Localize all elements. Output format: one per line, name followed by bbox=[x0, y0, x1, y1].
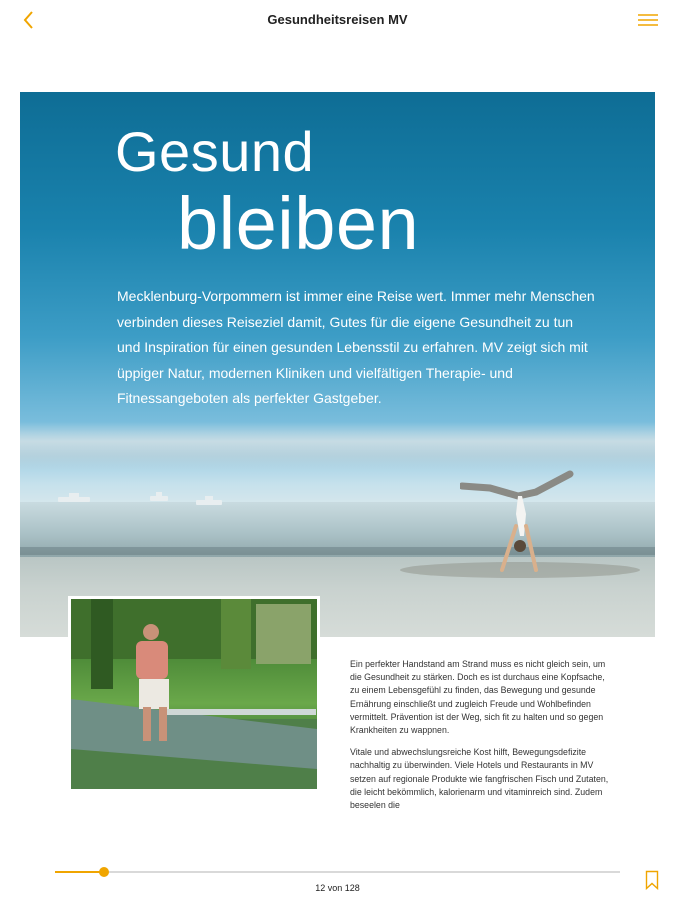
article-paragraph: Vitale und abwechslungsreiche Kost hilft, Bewegungsdefizite nachhaltig zu überwinden. Viele Hotels und Restaurants in MV setzen auf regionale Produkte wie fangfrischen Fisch und Zutaten, die leicht bekömmlich, kalorienarm und vitaminreich sind. Zudem beseelen die bbox=[350, 747, 609, 811]
hero-image bbox=[20, 92, 655, 637]
article-body bbox=[350, 658, 615, 821]
hamburger-menu-icon bbox=[637, 12, 659, 28]
hero-title bbox=[115, 120, 419, 264]
slider-fill bbox=[55, 871, 104, 873]
handstand-figure bbox=[460, 466, 580, 576]
page-title: Gesundheitsreisen MV bbox=[267, 12, 408, 27]
ship bbox=[58, 497, 90, 502]
article-paragraph: Ein perfekter Handstand am Strand muss es nicht gleich sein, um die Gesundheit zu stärken. Doch es ist durchaus eine Kopfsache, zu einem Lebensgefühl zu finden, das Bewegung und gesunde Ernährung einschließt und zugleich Freude und Wohlbefinden vermittelt. Prävention ist der Weg, sich fit zu halten und so gegen Krankheiten zu wappnen. bbox=[350, 659, 606, 736]
top-bar bbox=[0, 0, 675, 40]
ship bbox=[150, 496, 168, 501]
hero-title-line2: bleiben bbox=[177, 182, 420, 265]
slider-track bbox=[55, 871, 620, 873]
bookmark-button[interactable] bbox=[645, 870, 659, 890]
spa-photo bbox=[68, 596, 320, 792]
slider-thumb[interactable] bbox=[99, 867, 109, 877]
hero-intro: Mecklenburg-Vorpommern ist immer eine Reise wert. Immer mehr Menschen verbinden dieses Reiseziel damit, Gutes für die eigene Gesundheit zu tun und Inspiration für einen gesunden Lebensstil zu erfahren. MV zeigt sich mit üppiger Natur, modernen Kliniken und vielfältigen Therapie- und Fitnessangeboten als perfekter Gastgeber. bbox=[117, 288, 595, 406]
menu-button[interactable] bbox=[637, 12, 659, 28]
ship bbox=[196, 500, 222, 505]
page-indicator: 12 von 128 bbox=[315, 883, 360, 893]
spa-scene bbox=[71, 599, 317, 789]
page-slider[interactable] bbox=[55, 866, 620, 878]
hero-title-line1: Gesund bbox=[115, 120, 315, 183]
clouds bbox=[20, 422, 655, 470]
bookmark-icon bbox=[645, 870, 659, 890]
